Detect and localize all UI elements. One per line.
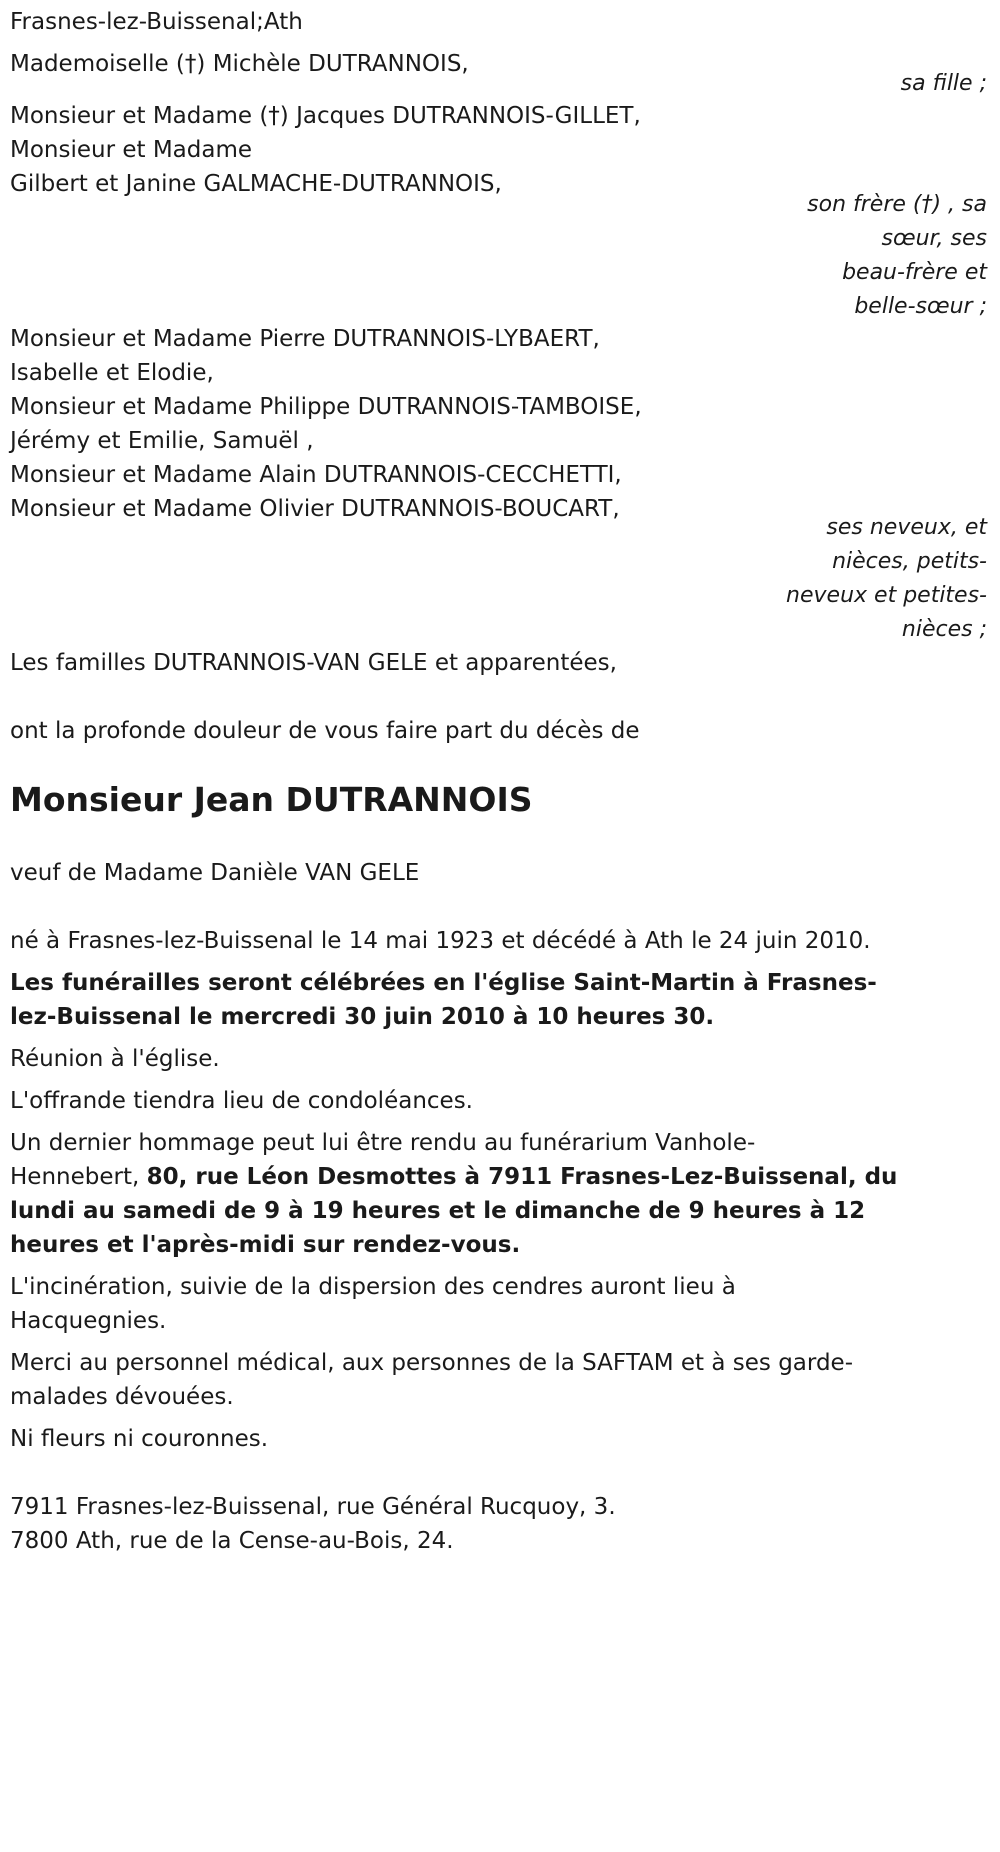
daughter-role [747, 67, 987, 101]
birth-death-line: né à Frasnes-lez-Buissenal le 14 mai 1923 et décédé à Ath le 24 juin 2010. [10, 928, 871, 954]
no-flowers-line: Ni fleurs ni couronnes. [10, 1426, 269, 1452]
families-line: Les familles DUTRANNOIS-VAN GELE et apparentées, [10, 650, 617, 676]
nephew-line: Isabelle et Elodie, [10, 360, 214, 386]
thanks-line: malades dévouées. [10, 1384, 234, 1410]
daughter-line: Mademoiselle (†) Michèle DUTRANNOIS, [10, 51, 469, 77]
tribute-line [10, 1160, 897, 1194]
thanks-line: Merci au personnel médical, aux personnes de la SAFTAM et à ses garde- [10, 1350, 853, 1376]
address-line: 7911 Frasnes-lez-Buissenal, rue Général Rucquoy, 3. [10, 1494, 616, 1520]
role-line: ses neveux, et [826, 515, 987, 540]
widower-line: veuf de Madame Danièle VAN GELE [10, 860, 420, 886]
nephews-role [747, 511, 987, 647]
nephew-line: Monsieur et Madame Philippe DUTRANNOIS-TAMBOISE, [10, 394, 642, 420]
sibling-line: Monsieur et Madame [10, 137, 253, 163]
funeral-line: lez-Buissenal le mercredi 30 juin 2010 à 10 heures 30. [10, 1004, 715, 1030]
siblings-role [747, 188, 987, 324]
role-line: sœur, ses [881, 226, 987, 251]
announcement: ont la profonde douleur de vous faire part du décès de [10, 718, 640, 744]
sibling-line: Gilbert et Janine GALMACHE-DUTRANNOIS, [10, 171, 502, 197]
location: Frasnes-lez-Buissenal;Ath [10, 9, 303, 35]
tribute-address: 80, rue Léon Desmottes à 7911 Frasnes-Lez-Buissenal, du [146, 1164, 898, 1190]
cremation-line: L'incinération, suivie de la dispersion des cendres auront lieu à [10, 1274, 736, 1300]
role-line: nièces, petits- [832, 549, 987, 574]
tribute-line: Un dernier hommage peut lui être rendu au funérarium Vanhole- [10, 1130, 756, 1156]
role-line: beau-frère et [842, 260, 987, 285]
role-line: belle-sœur ; [854, 294, 987, 319]
tribute-plain: Hennebert, [10, 1164, 140, 1190]
role-line: neveux et petites- [786, 583, 987, 608]
cremation-line: Hacquegnies. [10, 1308, 167, 1334]
meeting-line: Réunion à l'église. [10, 1046, 220, 1072]
nephew-line: Jérémy et Emilie, Samuël , [10, 428, 314, 454]
deceased-name: Monsieur Jean DUTRANNOIS [10, 780, 533, 819]
nephew-line: Monsieur et Madame Olivier DUTRANNOIS-BOUCART, [10, 496, 620, 522]
role-line: nièces ; [901, 617, 987, 642]
role-line: sa fille ; [900, 71, 987, 96]
role-line: son frère (†) , sa [807, 192, 987, 217]
address-line: 7800 Ath, rue de la Cense-au-Bois, 24. [10, 1528, 454, 1554]
tribute-line: lundi au samedi de 9 à 19 heures et le dimanche de 9 heures à 12 [10, 1198, 866, 1224]
nephew-line: Monsieur et Madame Pierre DUTRANNOIS-LYBAERT, [10, 326, 600, 352]
offering-line: L'offrande tiendra lieu de condoléances. [10, 1088, 473, 1114]
funeral-line: Les funérailles seront célébrées en l'église Saint-Martin à Frasnes- [10, 970, 877, 996]
nephew-line: Monsieur et Madame Alain DUTRANNOIS-CECCHETTI, [10, 462, 622, 488]
tribute-line: heures et l'après-midi sur rendez-vous. [10, 1232, 521, 1258]
sibling-line: Monsieur et Madame (†) Jacques DUTRANNOIS-GILLET, [10, 103, 641, 129]
